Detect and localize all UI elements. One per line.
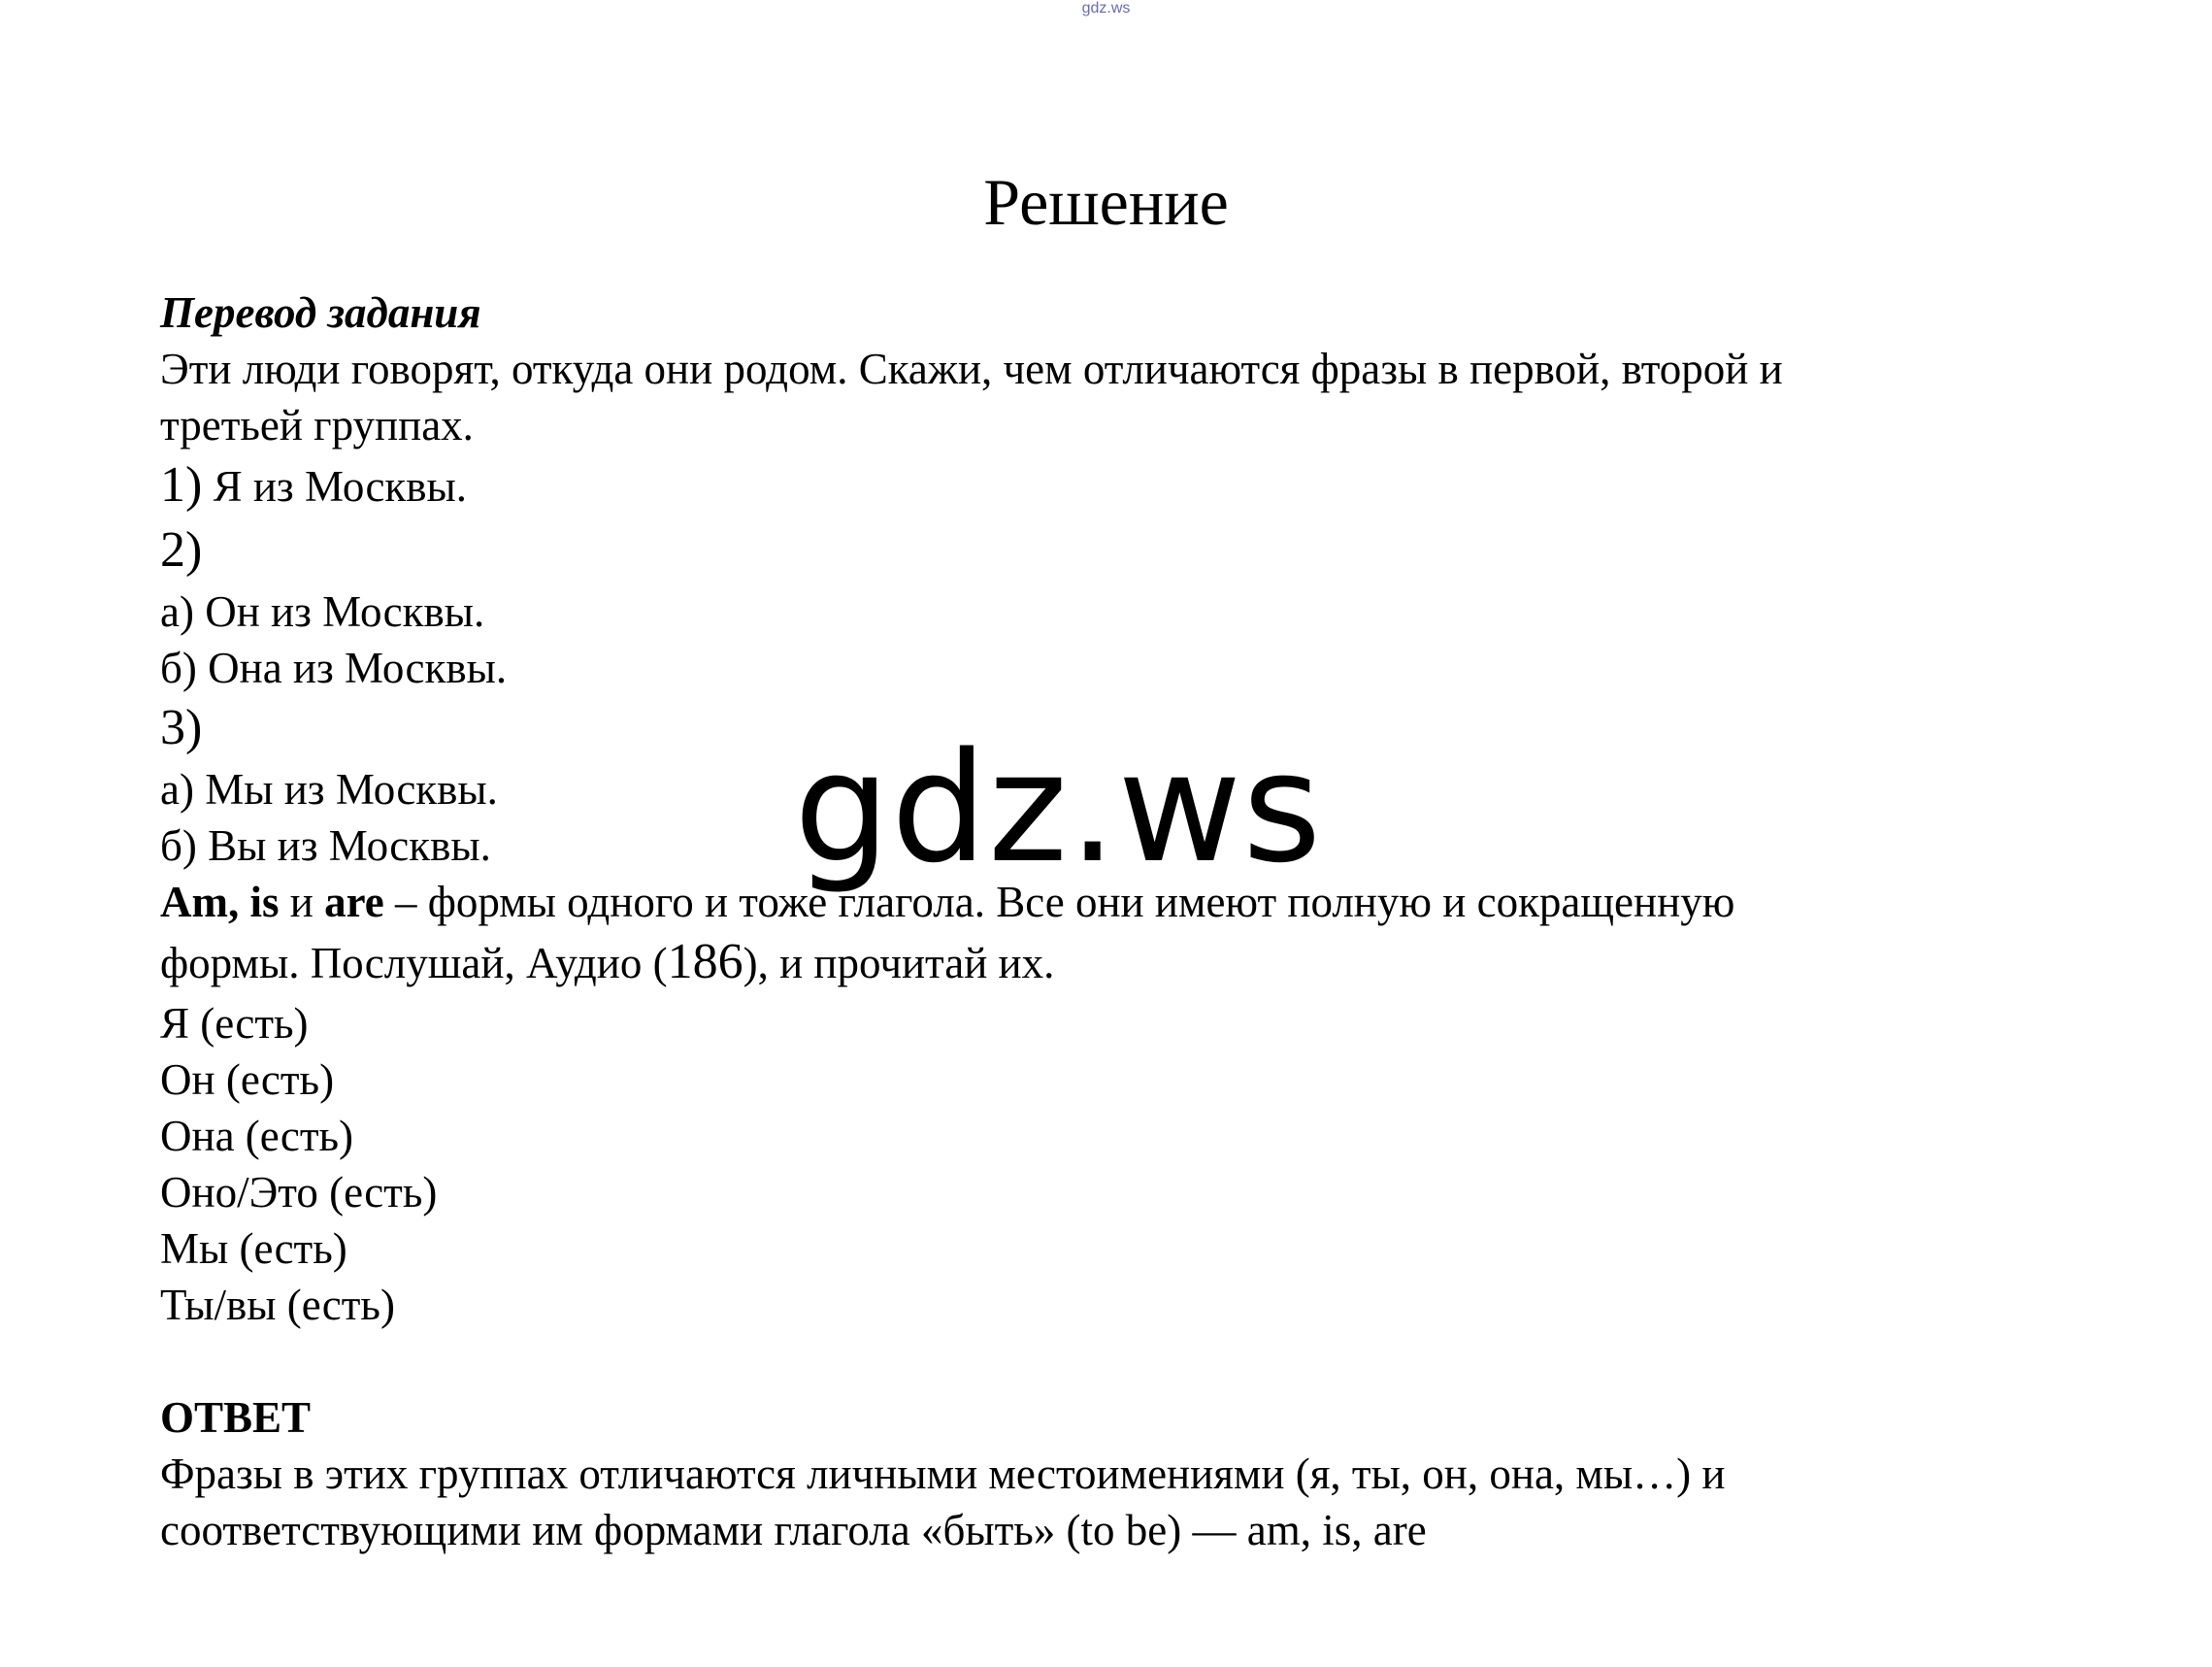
group-2-number: 2)	[160, 522, 203, 578]
audio-number: 186	[667, 934, 743, 989]
pronoun-line: Ты/вы (есть)	[160, 1281, 395, 1329]
group-2-item-a: а) Он из Москвы.	[160, 587, 485, 636]
group-2-item-b: б) Она из Москвы.	[160, 644, 508, 692]
pronoun-line: Я (есть)	[160, 999, 309, 1048]
group-3-item-a: а) Мы из Москвы.	[160, 765, 498, 814]
page-title: Решение	[983, 165, 1229, 239]
pronoun-line: Оно/Это (есть)	[160, 1168, 438, 1217]
verb-forms-am-is: Am, is	[160, 878, 280, 926]
group-1-text: Я из Москвы.	[202, 462, 468, 511]
pronoun-line: Он (есть)	[160, 1055, 335, 1104]
verb-forms-rest: – формы одного и тоже глагола. Все они имеют полную и сокращенную	[383, 878, 1735, 926]
answer-heading: ОТВЕТ	[160, 1393, 312, 1442]
listen-text-1: формы. Послушай, Аудио (	[160, 939, 668, 987]
group-1	[160, 453, 2063, 518]
site-mark: gdz.ws	[1081, 0, 1131, 17]
group-3-number: 3)	[160, 700, 203, 755]
listen-line	[160, 930, 2063, 995]
answer-line-2: соответствующими им формами глагола «быть» (to be) — am, is, are	[160, 1506, 1427, 1554]
pronoun-line: Мы (есть)	[160, 1224, 347, 1273]
group-1-number: 1)	[160, 457, 203, 513]
intro-line-1: Эти люди говорят, откуда они родом. Скажи, чем отличаются фразы в первой, второй и	[160, 345, 1783, 393]
listen-text-2: ), и прочитай их.	[743, 939, 1055, 987]
spacer	[160, 1333, 2063, 1389]
answer-line-1: Фразы в этих группах отличаются личными местоимениями (я, ты, он, она, мы…) и	[160, 1450, 1726, 1498]
section-heading: Перевод задания	[160, 288, 481, 337]
document-body	[160, 284, 2063, 1558]
watermark: gdz.ws	[794, 719, 1323, 896]
verb-forms-are: are	[324, 878, 384, 926]
intro-line-2: третьей группах.	[160, 401, 474, 450]
verb-forms-and: и	[279, 878, 325, 926]
pronoun-line: Она (есть)	[160, 1112, 354, 1160]
group-3-item-b: б) Вы из Москвы.	[160, 821, 491, 870]
